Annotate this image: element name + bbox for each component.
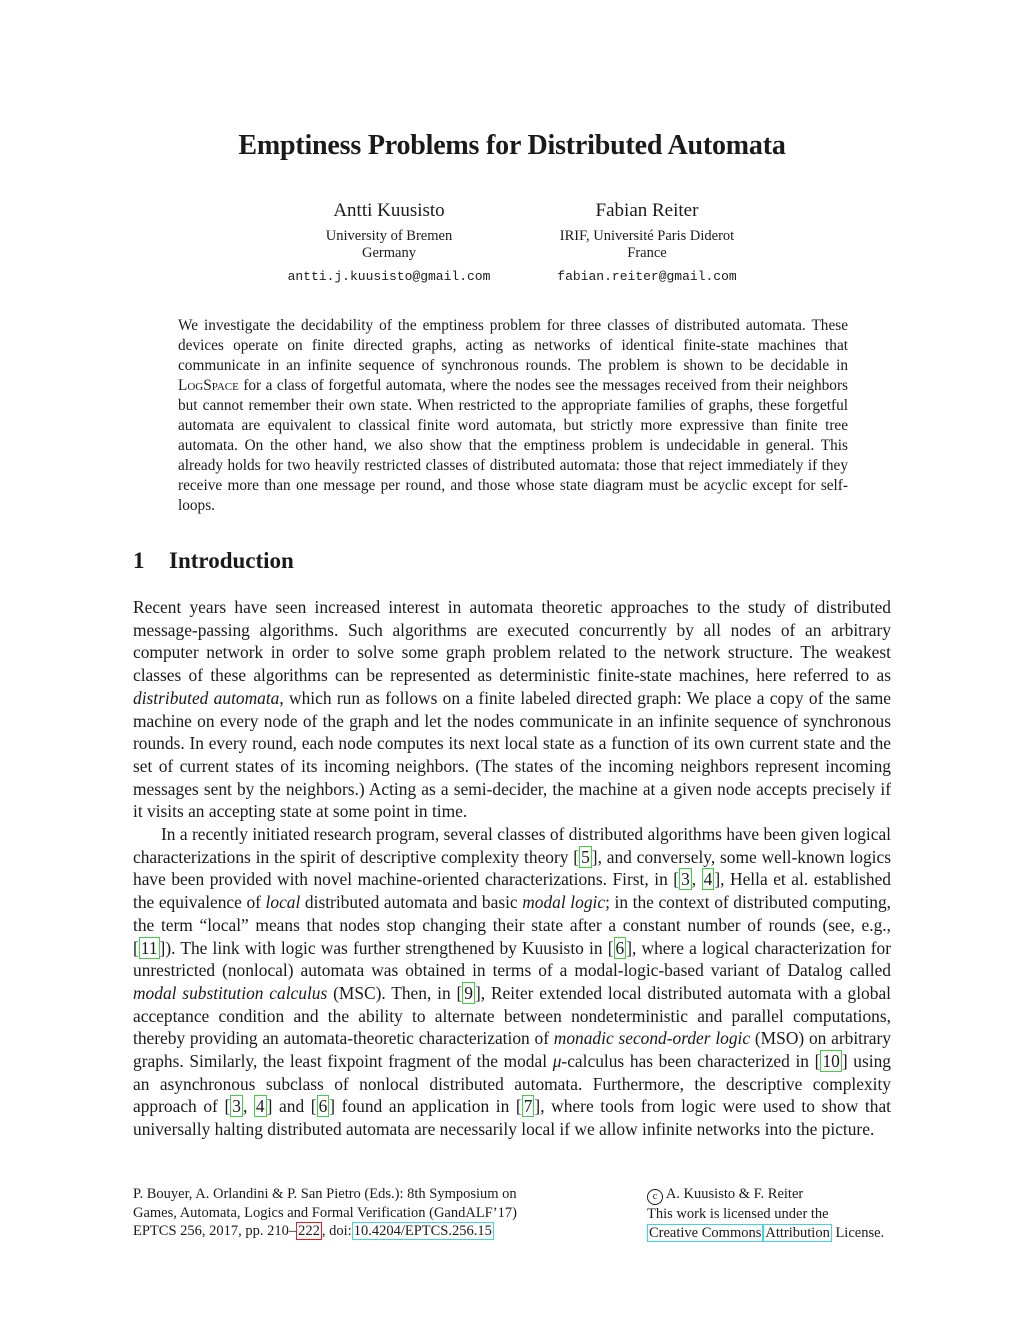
citation-link[interactable]: 3 <box>232 1096 241 1117</box>
venue-line-1: P. Bouyer, A. Orlandini & P. San Pietro (Eds.): 8th Symposium on <box>133 1186 517 1202</box>
author-affiliation: University of Bremen <box>325 228 453 244</box>
author-block-1 <box>259 198 519 286</box>
author-country: Germany <box>362 245 416 261</box>
venue-line-2: Games, Automata, Logics and Formal Verification (GandALF’17) <box>133 1204 517 1221</box>
intro-paragraph-1: Recent years have seen increased interest in automata theoretic approaches to the study of distributed message-passing algorithms. Such algorithms are executed concurrently by all nodes of an arbitrary computer network in order to solve some graph problem related to the network structure. The weakest classes of these algorithms can be represented as deterministic finite-state machines, here referred to as distributed automata, which run as follows on a finite labeled directed graph: We place a copy of the same machine on every node of the graph and let the nodes communicate in an infinite sequence of synchronous rounds. In every round, each node computes its next local state as a function of its own current state and the set of current states of its incoming neighbors. (The states of the incoming neighbors represent incoming messages sent by the neighbors.) Acting as a semi-decider, the machine at a given node accepts precisely if it visits an accepting state at some point in time. <box>133 597 891 822</box>
venue-line-3: EPTCS 256, 2017, pp. 210– 222 , doi: 10.4204/EPTCS.256.15 <box>133 1223 492 1239</box>
venue-footer <box>133 1185 553 1241</box>
citation-link[interactable]: 11 <box>140 937 158 958</box>
attribution-link[interactable]: Attribution <box>765 1224 830 1241</box>
logspace-term: LogSpace <box>178 377 239 394</box>
citation-link[interactable]: 4 <box>255 1096 265 1117</box>
author-email: antti.j.kuusisto@gmail.com <box>287 269 491 284</box>
section-number: 1 <box>133 548 145 573</box>
author-name: Antti Kuusisto <box>333 200 445 221</box>
last-page-link[interactable]: 222 <box>298 1223 320 1239</box>
citation-link[interactable]: 10 <box>822 1051 840 1072</box>
doi-link[interactable]: 10.4204/EPTCS.256.15 <box>353 1223 492 1239</box>
section-title: Introduction <box>169 548 294 573</box>
author-affiliation: IRIF, Université Paris Diderot <box>559 228 735 244</box>
author-country: France <box>627 245 667 261</box>
author-email: fabian.reiter@gmail.com <box>557 269 737 284</box>
author-name: Fabian Reiter <box>595 200 699 221</box>
paper-title: Emptiness Problems for Distributed Automata <box>238 130 786 161</box>
section-heading <box>133 548 294 574</box>
copyright-icon: c <box>647 1189 663 1205</box>
copyright-line: c A. Kuusisto & F. Reiter <box>647 1185 907 1205</box>
creative-commons-link[interactable]: Creative Commons <box>649 1224 762 1241</box>
citation-link[interactable]: 4 <box>703 869 713 890</box>
license-footer <box>647 1185 907 1242</box>
citation-link[interactable]: 7 <box>523 1096 533 1117</box>
citation-link[interactable]: 6 <box>615 937 625 958</box>
citation-link[interactable]: 9 <box>464 982 473 1003</box>
license-line: This work is licensed under the <box>647 1206 829 1222</box>
citation-link[interactable]: 6 <box>318 1096 328 1117</box>
intro-paragraph-2: In a recently initiated research program, several classes of distributed algorithms have been given logical characterizations in the spirit of descriptive complexity theory [ 5 ], and conversely, some well-known logics have been provided with novel machine-oriented characterizations. First, in [ 3 , 4 ], Hella et al. established the equivalence of local distributed automata and basic modal logic; in the context of distributed computing, the term “local” means that nodes stop changing their state after a constant number of rounds (see, e.g., [ 11 ]). The link with logic was further strengthened by Kuusisto in [ 6 ], where a logical characterization for unrestricted (nonlocal) automata was obtained in terms of a modal-logic-based variant of Datalog called modal substitution calculus (MSC). Then, in [ 9 ], Reiter extended local distributed automata with a global acceptance condition and the ability to alternate between nondeterministic and parallel computations, thereby providing an automata-theoretic characterization of monadic second-order logic (MSO) on arbitrary graphs. Similarly, the least fixpoint fragment of the modal μ-calculus has been characterized in [ 10 ] using an asynchronous subclass of nonlocal distributed automata. Furthermore, the descriptive complexity approach of [ 3 , 4 ] and [ 6 ] found an application in [ 7 ], where tools from logic were used to show that universally halting distributed automata are necessarily local if we allow infinite networks into the picture. <box>133 824 891 1140</box>
abstract: We investigate the decidability of the emptiness problem for three classes of distributed automata. These devices operate on finite directed graphs, acting as networks of identical finite-state machines that communicate in an infinite sequence of synchronous rounds. The problem is shown to be decidable in LogSpace for a class of forgetful automata, where the nodes see the messages received from their neighbors but cannot remember their own state. When restricted to the appropriate families of graphs, these forgetful automata are equivalent to classical finite word automata, but strictly more expressive than finite tree automata. On the other hand, we also show that the emptiness problem is undecidable in general. This already holds for two heavily restricted classes of distributed automata: those that reject immediately if they receive more than one message per round, and those whose state diagram must be acyclic except for self-loops. <box>178 317 848 514</box>
citation-link[interactable]: 3 <box>681 869 690 890</box>
license-links-line: Creative Commons Attribution License. <box>649 1224 885 1241</box>
author-block-2 <box>517 198 777 286</box>
citation-link[interactable]: 5 <box>581 846 590 867</box>
